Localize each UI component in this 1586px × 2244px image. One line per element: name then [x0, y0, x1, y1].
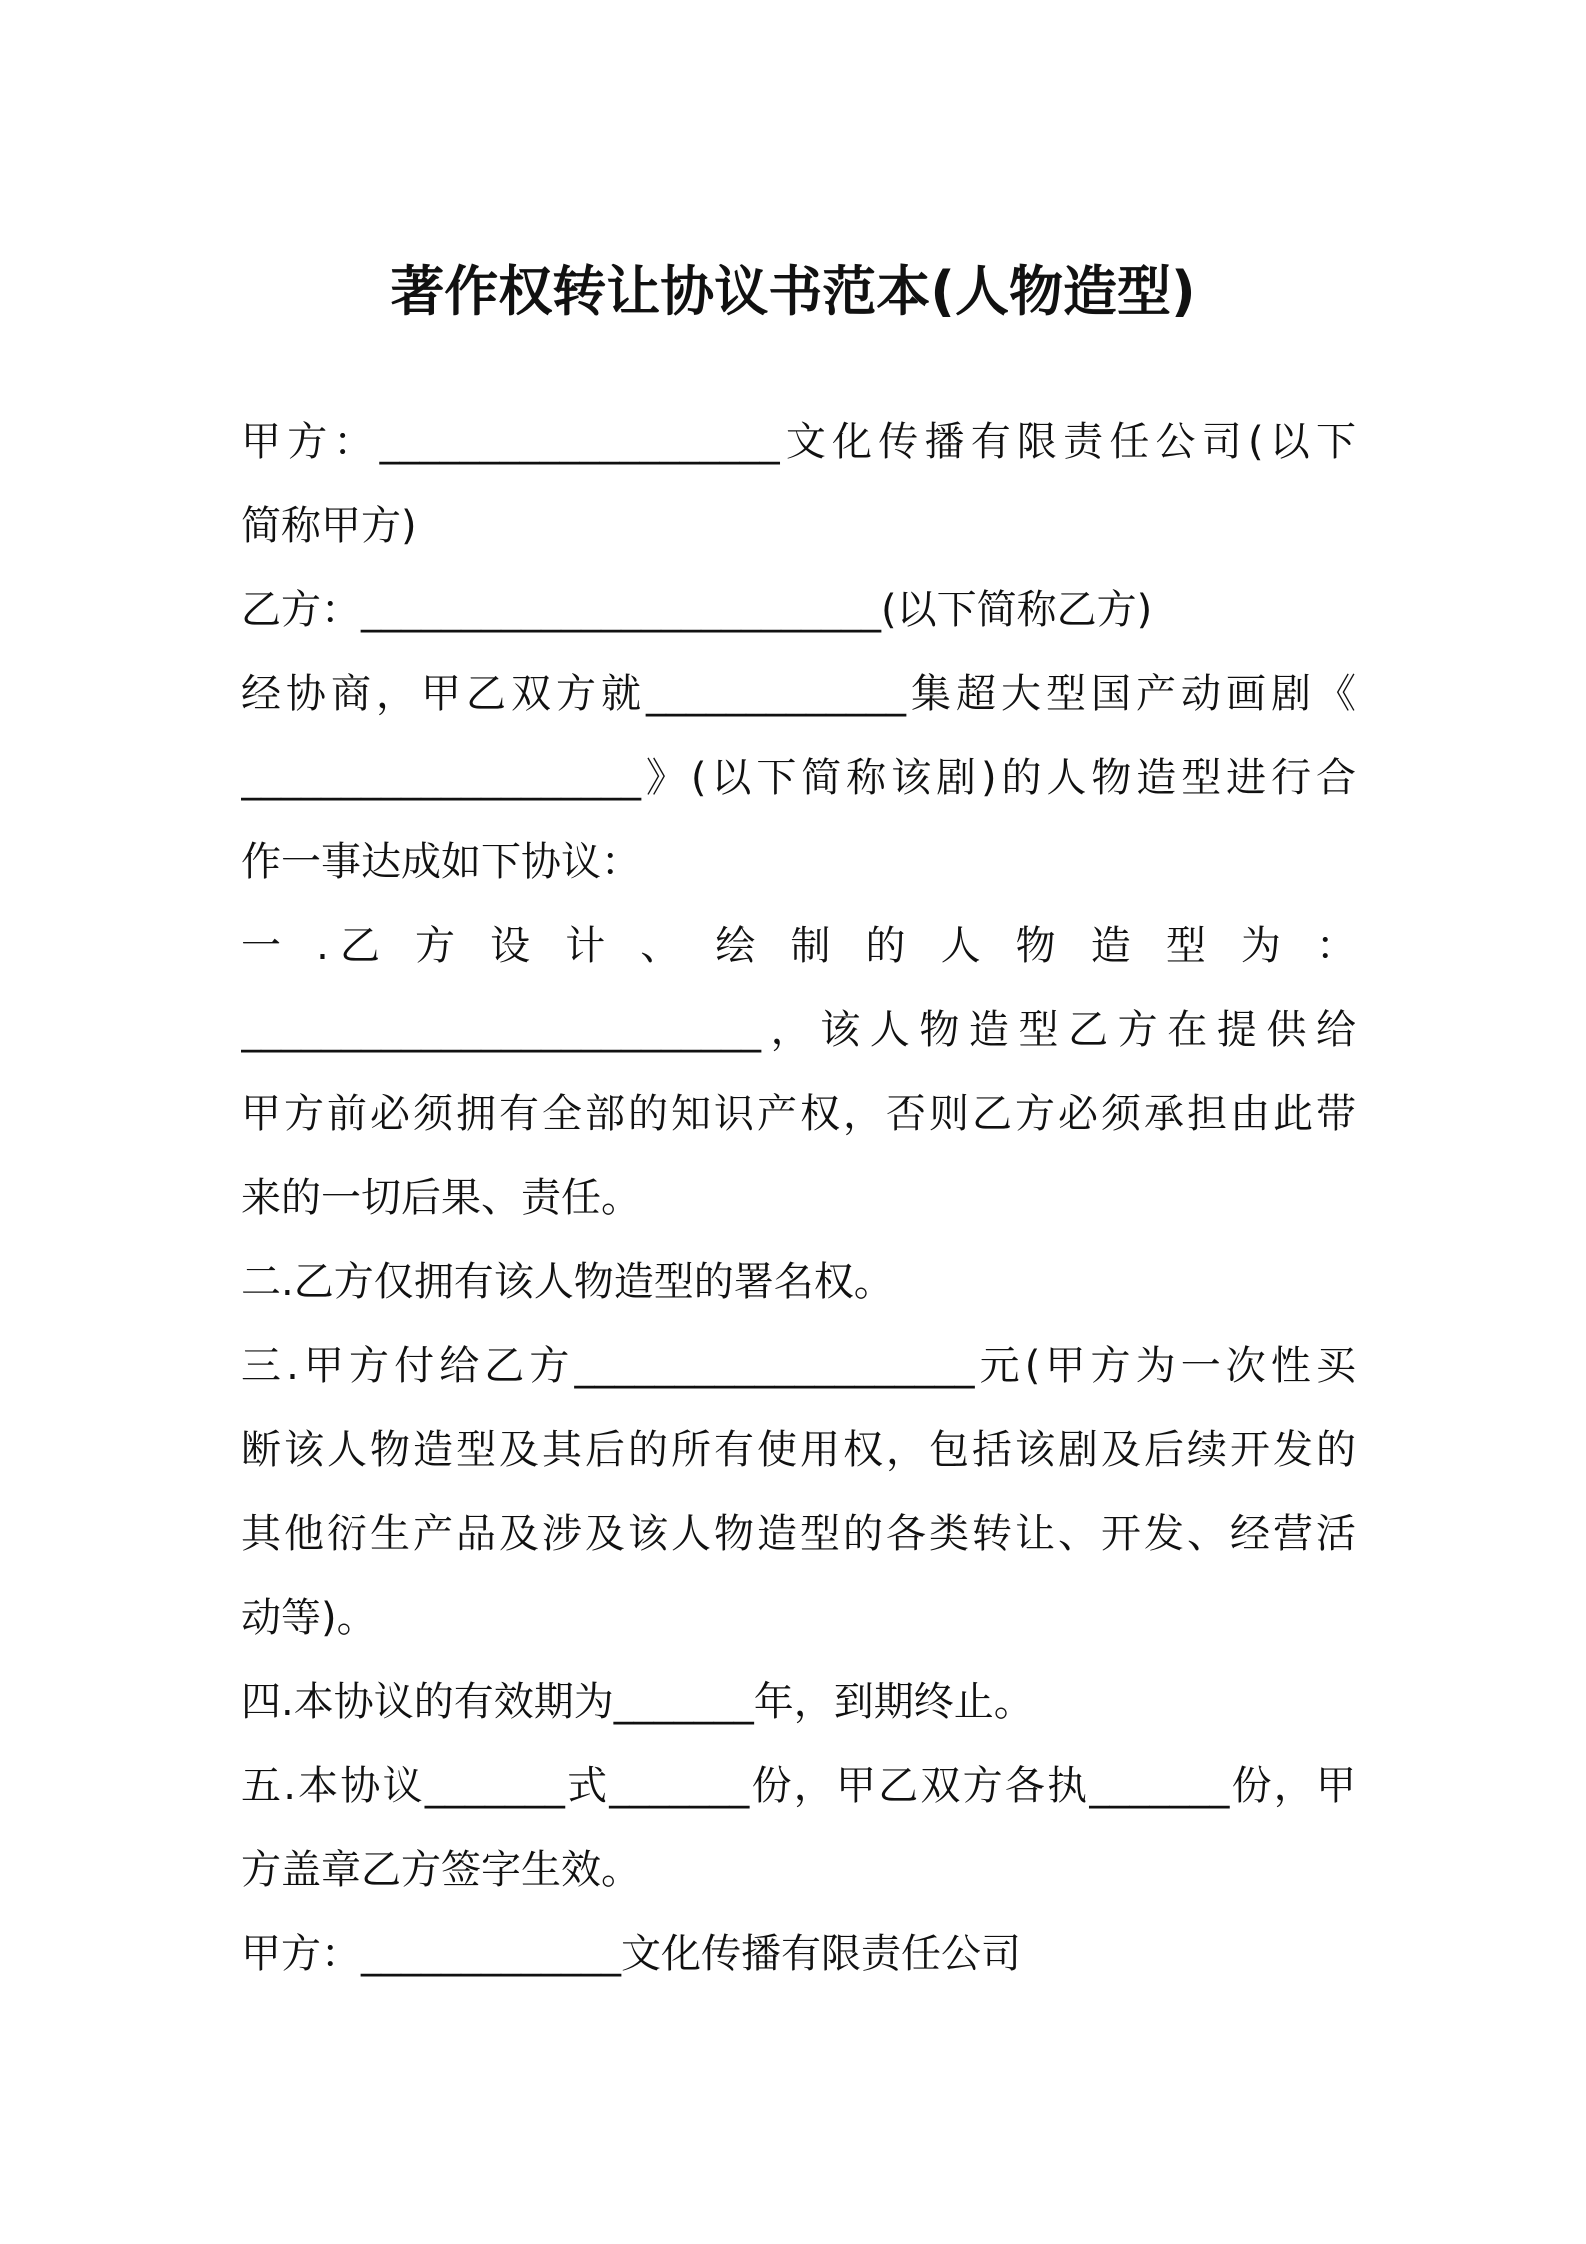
- clause-three: 三.甲方付给乙方____________________元(甲方为一次性买: [241, 1343, 1356, 1389]
- clause-one-cont-1: __________________________，该人物造型乙方在提供给: [241, 1007, 1356, 1053]
- clause-two: 二.乙方仅拥有该人物造型的署名权。: [241, 1259, 894, 1305]
- clause-four: 四.本协议的有效期为_______年，到期终止。: [241, 1679, 1034, 1725]
- clause-one: 一 .乙 方 设 计 、 绘 制 的 人 物 造 型 为 ：: [241, 923, 1356, 969]
- clause-party-b: 乙方：__________________________(以下简称乙方): [241, 587, 1153, 633]
- clause-three-cont-2: 其他衍生产品及涉及该人物造型的各类转让、开发、经营活: [241, 1511, 1356, 1557]
- clause-three-cont-1: 断该人物造型及其后的所有使用权，包括该剧及后续开发的: [241, 1427, 1356, 1473]
- signature-party-a: 甲方：_____________文化传播有限责任公司: [241, 1931, 1021, 1977]
- clause-five: 五.本协议_______式_______份，甲乙双方各执_______份，甲: [241, 1763, 1356, 1809]
- clause-one-cont-2: 甲方前必须拥有全部的知识产权，否则乙方必须承担由此带: [241, 1091, 1356, 1137]
- document-title: 著作权转让协议书范本(人物造型): [390, 260, 1196, 323]
- clause-five-cont: 方盖章乙方签字生效。: [241, 1847, 641, 1893]
- clause-intro-cont-2: 作一事达成如下协议：: [241, 839, 641, 885]
- clause-intro: 经协商，甲乙双方就_____________集超大型国产动画剧《: [241, 671, 1356, 717]
- clause-party-a: 甲方：____________________文化传播有限责任公司(以下: [241, 419, 1356, 465]
- clause-three-cont-3: 动等)。: [241, 1595, 377, 1641]
- clause-party-a-cont: 简称甲方): [241, 503, 417, 549]
- clause-one-cont-3: 来的一切后果、责任。: [241, 1175, 641, 1221]
- clause-intro-cont-1: ____________________》(以下简称该剧)的人物造型进行合: [241, 755, 1356, 801]
